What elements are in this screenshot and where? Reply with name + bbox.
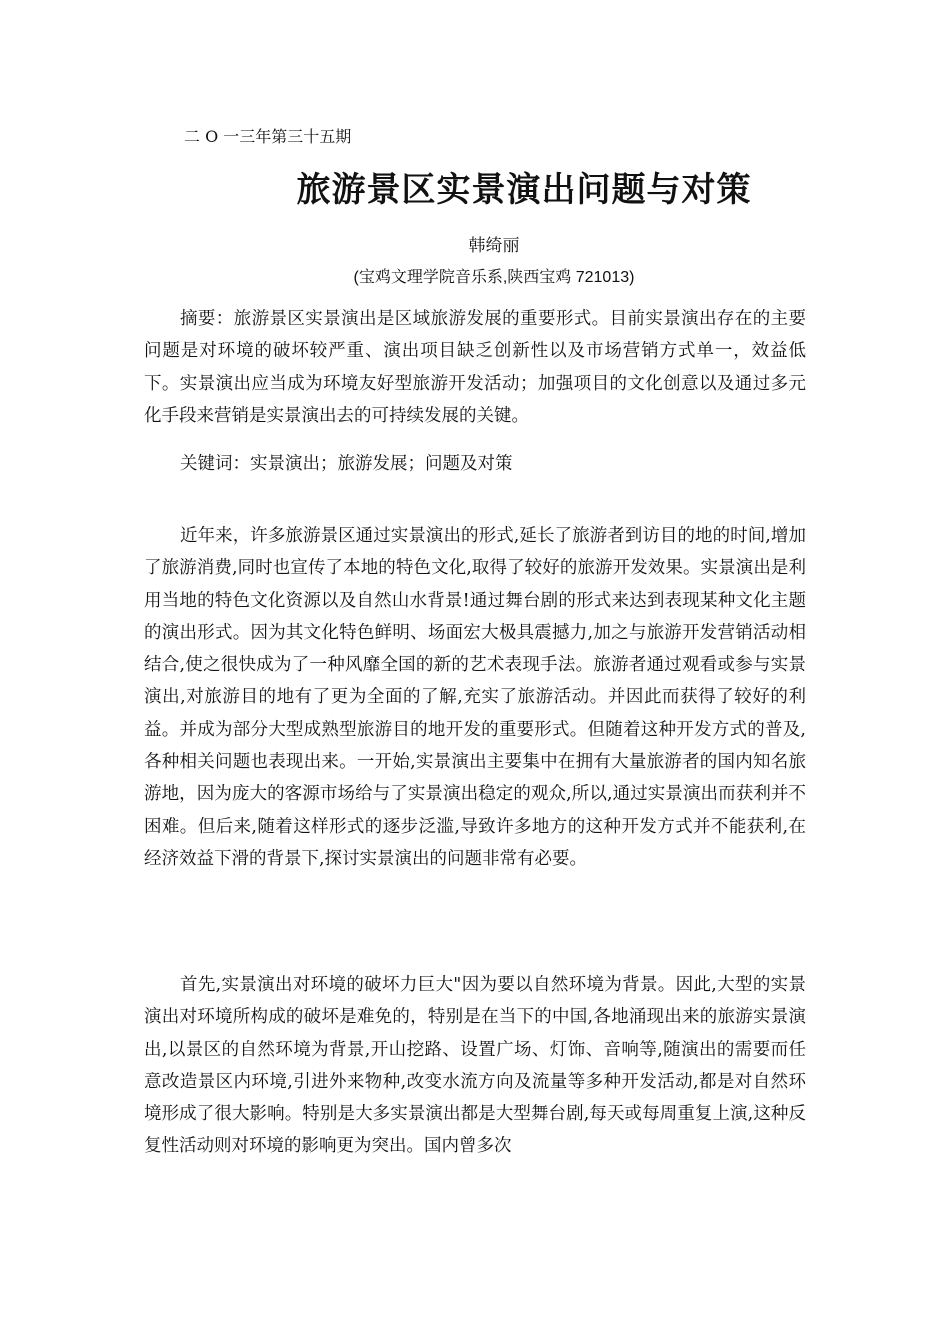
abstract-paragraph <box>144 303 806 432</box>
article-author: 韩绮丽 <box>468 236 520 256</box>
keywords-paragraph <box>144 448 806 480</box>
keywords-label: 关键词： <box>180 454 250 474</box>
article-title: 旅游景区实景演出问题与对策 <box>296 170 752 210</box>
abstract-label: 摘要： <box>180 309 234 329</box>
body-paragraph-1: 近年来，许多旅游景区通过实景演出的形式,延长了旅游者到访目的地的时间,增加了旅游消费,同时也宣传了本地的特色文化,取得了较好的旅游开发效果。实景演出是利用当地的特色文化资源以及自然山水背景!通过舞台剧的形式来达到表现某种文化主题的演出形式。因为其文化特色鲜明、场面宏大极具震撼力,加之与旅游开发营销活动相结合,使之很快成为了一种风靡全国的新的艺术表现手法。旅游者通过观看或参与实景演出,对旅游目的地有了更为全面的了解,充实了旅游活动。并因此而获得了较好的利益。并成为部分大型成熟型旅游目的地开发的重要形式。但随着这种开发方式的普及,各种相关问题也表现出来。一开始,实景演出主要集中在拥有大量旅游者的国内知名旅游地，因为庞大的客源市场给与了实景演出稳定的观众,所以,通过实景演出而获利并不困难。但后来,随着这样形式的逐步泛滥,导致许多地方的这种开发方式并不能获利,在经济效益下滑的背景下,探讨实景演出的问题非常有必要。 <box>144 526 806 869</box>
author-affiliation: (宝鸡文理学院音乐系,陕西宝鸡 721013) <box>353 269 635 286</box>
abstract-text: 旅游景区实景演出是区域旅游发展的重要形式。目前实景演出存在的主要问题是对环境的破坏较严重、演出项目缺乏创新性以及市场营销方式单一，效益低下。实景演出应当成为环境友好型旅游开发活动；加强项目的文化创意以及通过多元化手段来营销是实景演出去的可持续发展的关键。 <box>144 309 807 426</box>
keywords-text: 实景演出；旅游发展；问题及对策 <box>250 454 513 474</box>
body-paragraph-2: 首先,实景演出对环境的破坏力巨大"因为要以自然环境为背景。因此,大型的实景演出对环境所构成的破坏是难免的，特别是在当下的中国,各地涌现出来的旅游实景演出,以景区的自然环境为背景,开山挖路、设置广场、灯饰、音响等,随演出的需要而任意改造景区内环境,引进外来物种,改变水流方向及流量等多种开发活动,都是对自然环境形成了很大影响。特别是大多实景演出都是大型舞台剧,每天或每周重复上演,这种反复性活动则对环境的影响更为突出。国内曾多次 <box>144 975 806 1157</box>
issue-header: 二 O 一三年第三十五期 <box>184 127 352 146</box>
